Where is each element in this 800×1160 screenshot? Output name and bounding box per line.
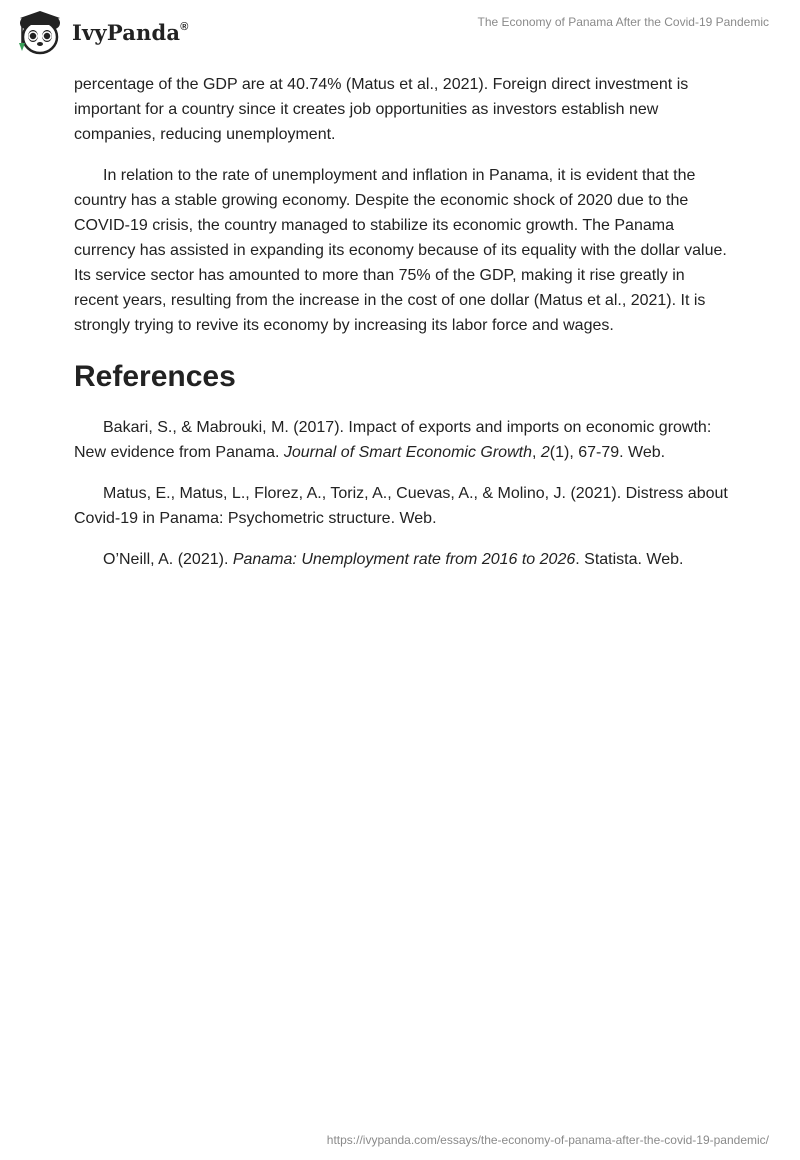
document-title: The Economy of Panama After the Covid-19 Pandemic xyxy=(477,15,769,29)
reference-item: Bakari, S., & Mabrouki, M. (2017). Impact of exports and imports on economic growth: New evidence from Panama. Journal of Smart Economic Growth, 2(1), 67-79. Web. xyxy=(74,419,712,461)
reference-item: Matus, E., Matus, L., Florez, A., Toriz, A., Cuevas, A., & Molino, J. (2021). Distress about Covid-19 in Panama: Psychometric structure. Web. xyxy=(74,485,728,527)
body-paragraph: percentage of the GDP are at 40.74% (Matus et al., 2021). Foreign direct investment is important for a country since it creates job opportunities as investors establish new companies, reducing unemployment. xyxy=(74,76,689,143)
references-heading: References xyxy=(74,360,236,393)
panda-mascot-icon xyxy=(14,9,66,57)
reference-item: O’Neill, A. (2021). Panama: Unemployment rate from 2016 to 2026. Statista. Web. xyxy=(103,551,684,568)
source-url-link[interactable]: https://ivypanda.com/essays/the-economy-of-panama-after-the-covid-19-pandemic/ xyxy=(326,1133,769,1147)
registered-mark: ® xyxy=(180,20,189,33)
ivypanda-logo[interactable] xyxy=(14,8,189,58)
logo-text: IvyPanda® xyxy=(72,19,189,45)
references-list xyxy=(74,415,728,572)
document-body xyxy=(74,72,728,588)
body-paragraph: In relation to the rate of unemployment and inflation in Panama, it is evident that the country has a stable growing economy. Despite the economic shock of 2020 due to the COVID-19 crisis, the country managed to stabilize its economic growth. The Panama currency has assisted in expanding its economy because of its equality with the dollar value. Its service sector has amounted to more than 75% of the GDP, making it rise greatly in recent years, resulting from the increase in the cost of one dollar (Matus et al., 2021). It is strongly trying to revive its economy by increasing its labor force and wages. xyxy=(74,167,727,334)
